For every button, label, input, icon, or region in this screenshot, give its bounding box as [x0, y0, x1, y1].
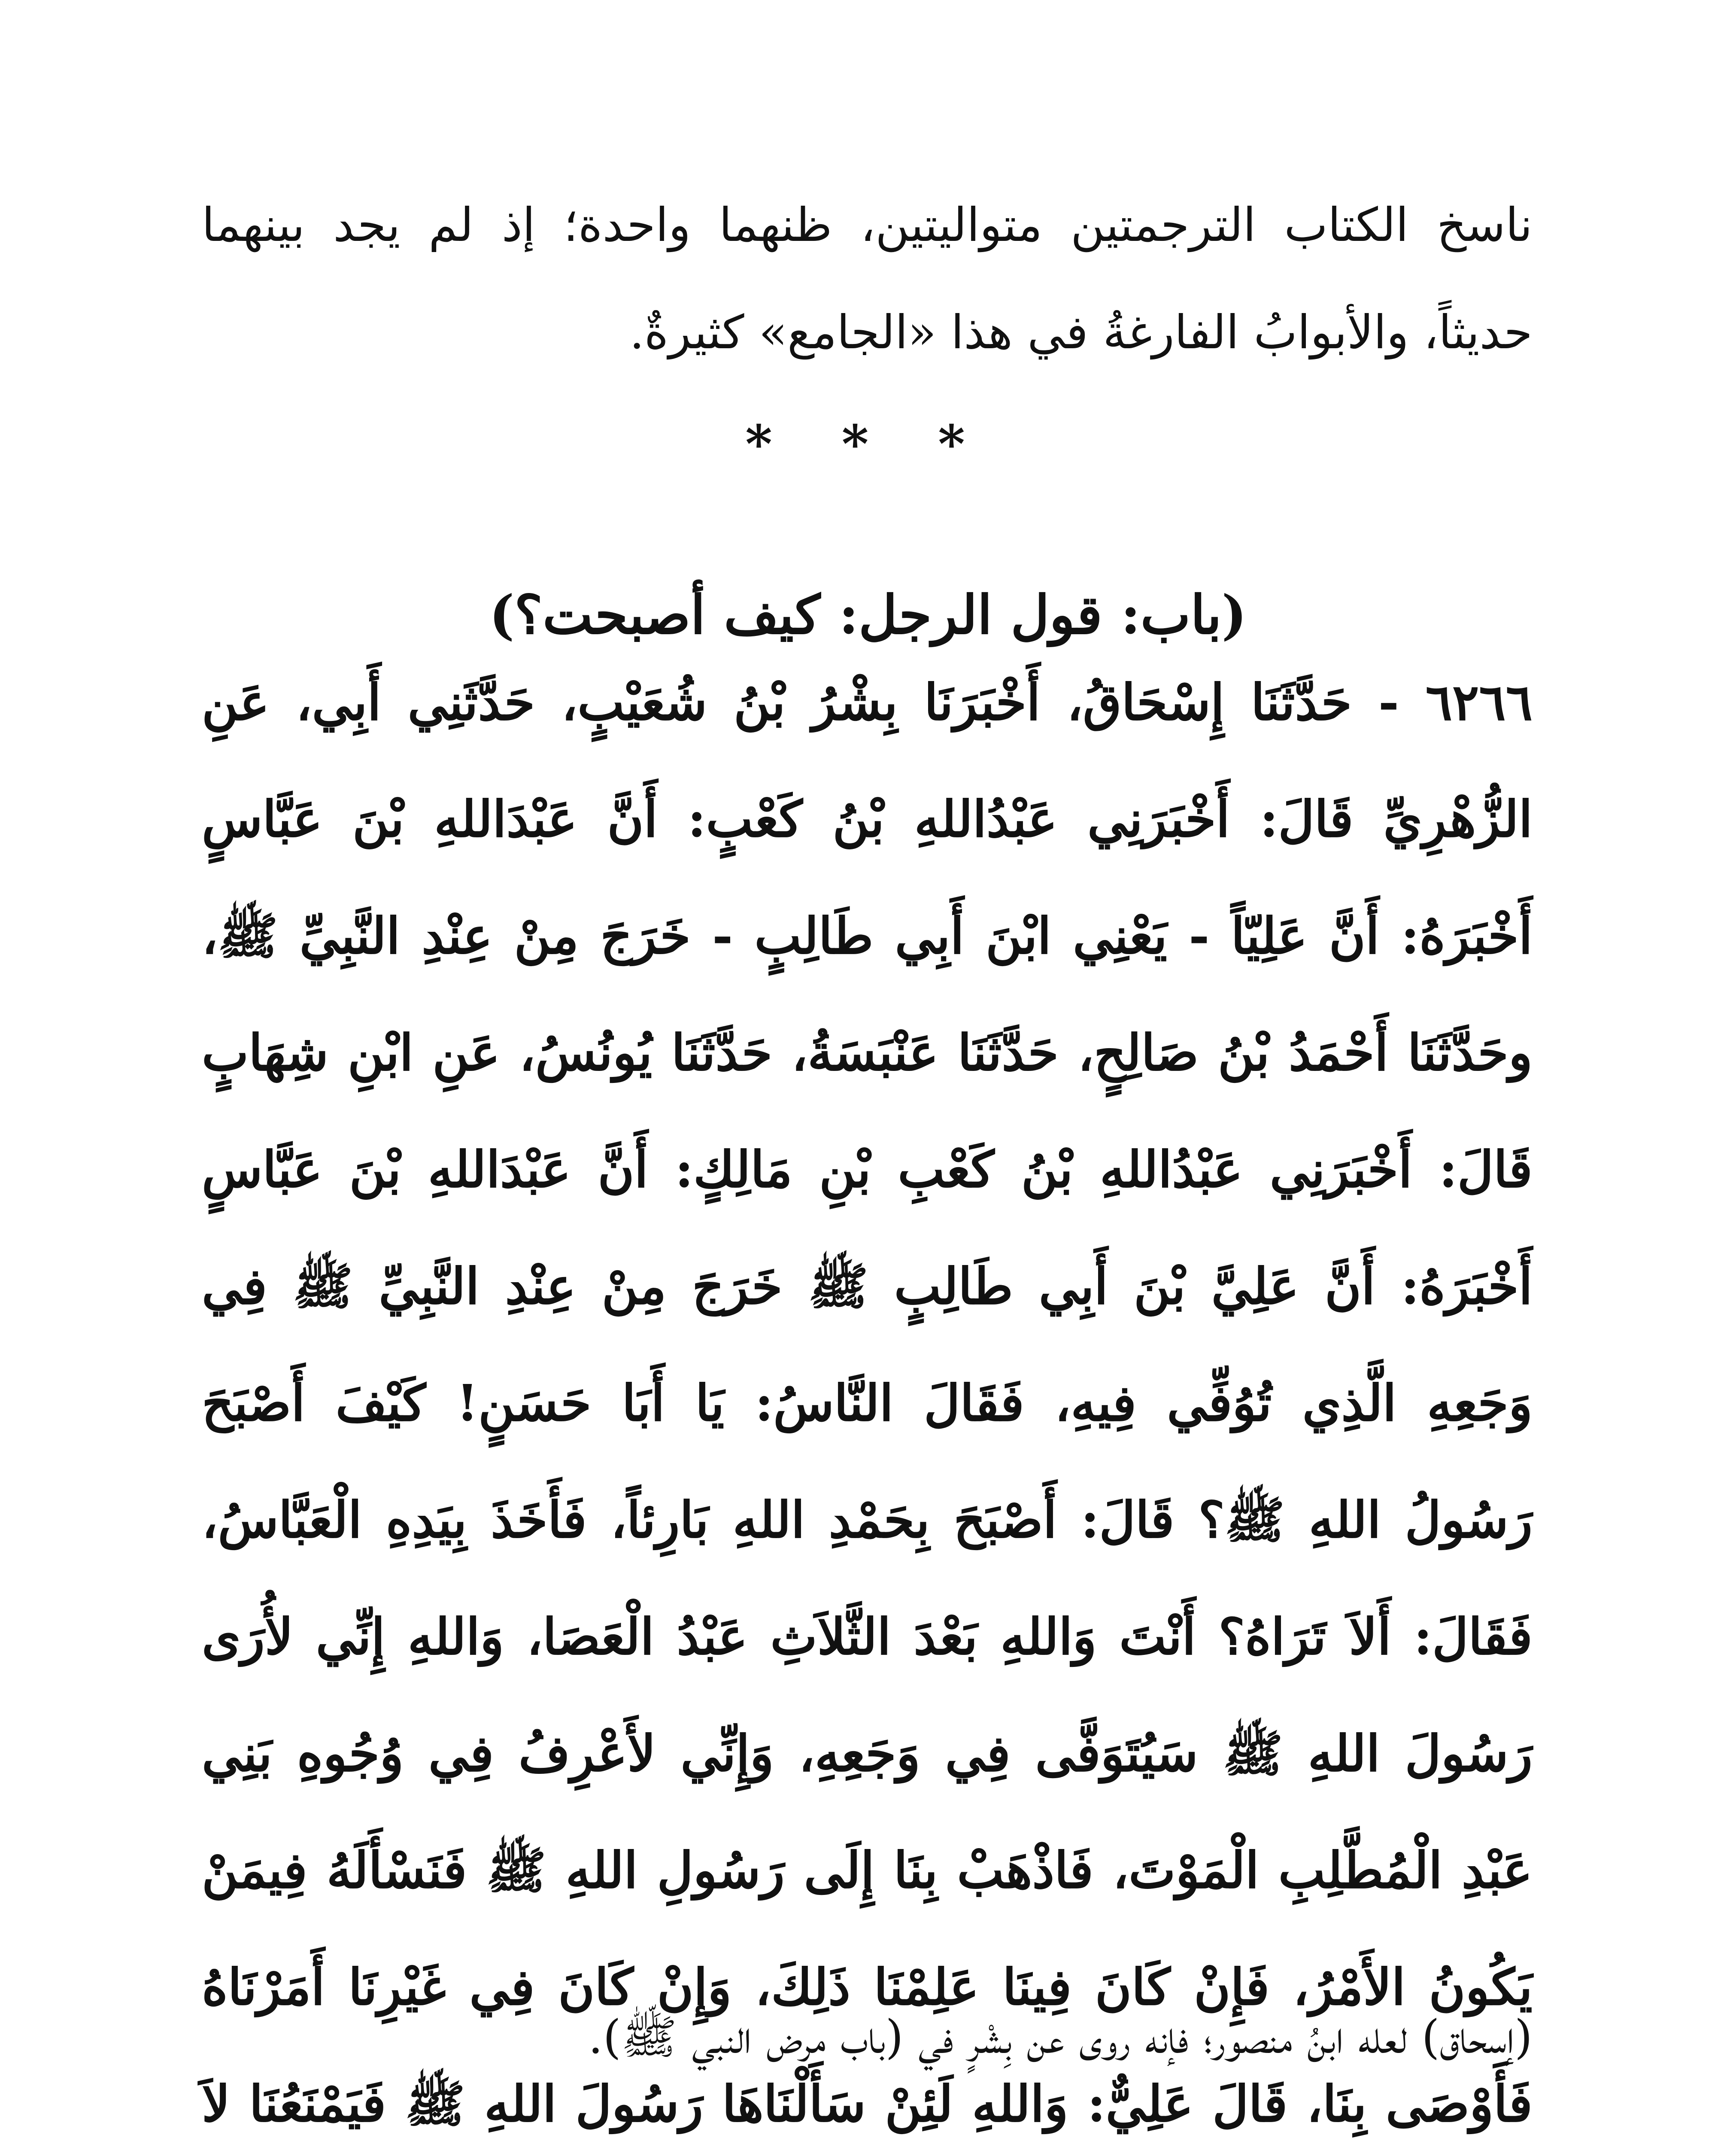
commentary-paragraph-top: ناسخ الكتاب الترجمتين متواليتين، ظنهما واحدة؛ إذ لم يجد بينهما حديثاً، والأبوابُ الفارغةُ في هذا «الجامع» كثيرةٌ.	[202, 198, 1533, 359]
commentary-paragraph-bottom: (إسحاق) لعله ابنُ منصور؛ فإنه روى عن بِشْرٍ في (باب مرض النبي ﷺ).	[588, 2010, 1533, 2064]
chapter-title: (باب: قول الرجل: كيف أصبحت؟)	[489, 584, 1247, 646]
section-separator: * * *	[745, 414, 991, 474]
hadith-text: ٦٢٦٦ - حَدَّثَنَا إِسْحَاقُ، أَخْبَرَنَا بِشْرُ بْنُ شُعَيْبٍ، حَدَّثَنِي أَبِي، عَنِ الزُّهْرِيِّ قَالَ: أَخْبَرَنِي عَبْدُاللهِ بْنُ كَعْبٍ: أَنَّ عَبْدَاللهِ بْنَ عَبَّاسٍ أَخْبَرَهُ: أَنَّ عَلِيّاً - يَعْنِي ابْنَ أَبِي طَالِبٍ - خَرَجَ مِنْ عِنْدِ النَّبِيِّ ﷺ، وحَدَّثَنَا أَحْمَدُ بْنُ صَالِحٍ، حَدَّثَنَا عَنْبَسَةُ، حَدَّثَنَا يُونُسُ، عَنِ ابْنِ شِهَابٍ قَالَ: أَخْبَرَنِي عَبْدُاللهِ بْنُ كَعْبِ بْنِ مَالِكٍ: أَنَّ عَبْدَاللهِ بْنَ عَبَّاسٍ أَخْبَرَهُ: أَنَّ عَلِيَّ بْنَ أَبِي طَالِبٍ ﷺ خَرَجَ مِنْ عِنْدِ النَّبِيِّ ﷺ فِي وَجَعِهِ الَّذِي تُوُفِّي فِيهِ، فَقَالَ النَّاسُ: يَا أَبَا حَسَنٍ! كَيْفَ أَصْبَحَ رَسُولُ اللهِ ﷺ؟ قَالَ: أَصْبَحَ بِحَمْدِ اللهِ بَارِئاً، فَأَخَذَ بِيَدِهِ الْعَبَّاسُ، فَقَالَ: أَلاَ تَرَاهُ؟ أَنْتَ وَاللهِ بَعْدَ الثَّلاَثِ عَبْدُ الْعَصَا، وَاللهِ إِنِّي لأُرَى رَسُولَ اللهِ ﷺ سَيُتَوَفَّى فِي وَجَعِهِ، وَإِنِّي لأَعْرِفُ فِي وُجُوهِ بَنِي عَبْدِ الْمُطَّلِبِ الْمَوْتَ، فَاذْهَبْ بِنَا إِلَى رَسُولِ اللهِ ﷺ فَنَسْأَلَهُ فِيمَنْ يَكُونُ الأَمْرُ، فَإِنْ كَانَ فِينَا عَلِمْنَا ذَلِكَ، وَإِنْ كَانَ فِي غَيْرِنَا أَمَرْنَاهُ فَأَوْصَى بِنَا، قَالَ عَلِيٌّ: وَاللهِ لَئِنْ سَأَلْنَاهَا رَسُولَ اللهِ ﷺ فَيَمْنَعُنَا لاَ	[202, 673, 1533, 2133]
